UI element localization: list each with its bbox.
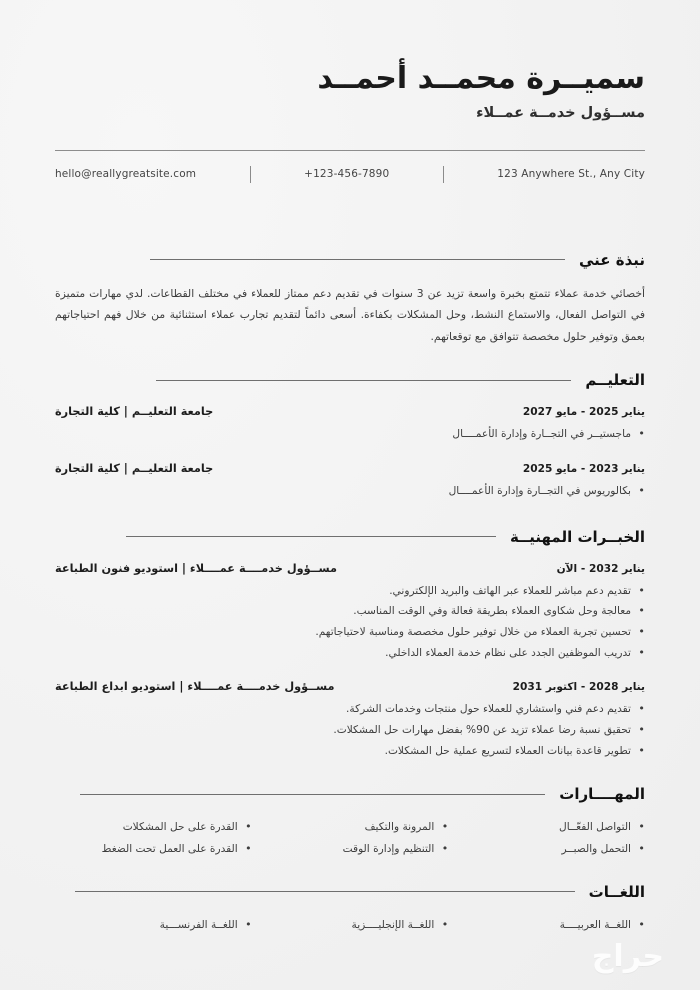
languages-grid (55, 915, 645, 936)
skill-item: • المرونة والتكيف (252, 817, 449, 839)
list-item: • بكالوريوس في التجــارة وإدارة الأعمــــال (55, 481, 645, 502)
experience-date-range: يناير 2032 - الآن (556, 562, 645, 575)
education-heading-rule (156, 380, 571, 381)
education-organization: جامعة التعليــم | كلية التجارة (55, 405, 214, 419)
resume-header (55, 0, 645, 121)
list-item: • ماجستيــر في التجــارة وإدارة الأعمــــال (55, 424, 645, 445)
education-date-range: يناير 2023 - مايو 2025 (522, 462, 645, 475)
skill-item: • التواصل الفعّــال (448, 817, 645, 839)
contact-email[interactable]: hello@reallygreatsite.com (55, 168, 197, 180)
education-organization: جامعة التعليــم | كلية التجارة (55, 461, 214, 475)
list-item: • تقديم دعم مباشر للعملاء عبر الهاتف والبريد الإلكتروني. (55, 581, 645, 602)
section-experience (55, 528, 645, 762)
experience-organization: مســؤول خدمــــة عمــــلاء | استوديو ابداع الطباعة (55, 680, 335, 694)
experience-bullet-list (55, 581, 645, 664)
experience-heading (55, 528, 645, 546)
languages-title: اللغــات (588, 882, 645, 901)
languages-heading-rule (75, 891, 575, 892)
list-item: • تقديم دعم فني واستشاري للعملاء حول منتجات وخدمات الشركة. (55, 699, 645, 720)
experience-organization: مســؤول خدمــــة عمــــلاء | استوديو فنون الطباعة (55, 561, 337, 575)
education-bullet-list (55, 424, 645, 445)
languages-heading (55, 883, 645, 901)
section-education (55, 371, 645, 501)
list-item: • تدريب الموظفين الجدد على نظام خدمة العملاء الداخلي. (55, 643, 645, 664)
skill-item: • التنظيم وإدارة الوقت (252, 839, 449, 861)
skills-grid (55, 817, 645, 860)
language-item: • اللغــة الفرنســـية (55, 915, 252, 936)
experience-bullet-list (55, 699, 645, 761)
about-title: نبذة عني (578, 250, 645, 269)
education-entry (55, 462, 645, 502)
skill-item: • التحمل والصبــر (448, 839, 645, 861)
about-paragraph: أخصائي خدمة عملاء تتمتع بخبرة واسعة تزيد عن 3 سنوات في تقديم دعم ممتاز للعملاء في مختلف القطاعات. لدي مهارات متميزة في التواصل الفعال، والاستماع النشط، وحل المشكلات بكفاءة. أسعى دائماً لتقديم تجارب عملاء استثنائية من خلال فهم احتياجاتهم بعمق وتوفير حلول مخصصة تتوافق مع توقعاتهم. (55, 286, 645, 343)
section-about (55, 251, 645, 348)
contact-separator-2 (443, 166, 444, 183)
education-entry (55, 405, 645, 445)
education-entries (55, 405, 645, 501)
education-bullet-list (55, 481, 645, 502)
list-item: • معالجة وحل شكاوى العملاء بطريقة فعالة وفي الوقت المناسب. (55, 601, 645, 622)
education-heading (55, 371, 645, 389)
skills-title: المهــــارات (559, 785, 645, 804)
skill-item: • القدرة على حل المشكلات (55, 817, 252, 839)
list-item: • تحقيق نسبة رضا عملاء تزيد عن 90% بفضل مهارات حل المشكلات. (55, 720, 645, 741)
education-title: التعليــم (585, 371, 645, 390)
experience-heading-rule (126, 536, 496, 537)
contact-separator-1 (250, 166, 251, 183)
contact-address: 123 Anywhere St., Any City (497, 168, 645, 180)
section-skills (55, 785, 645, 860)
skills-heading-rule (80, 794, 545, 795)
experience-title: الخبــرات المهنيــة (509, 527, 645, 546)
contact-bar (55, 166, 645, 183)
list-item: • تطوير قاعدة بيانات العملاء لتسريع عملية حل المشكلات. (55, 741, 645, 762)
job-title: مســؤول خدمــة عمــلاء (476, 104, 645, 121)
education-date-range: يناير 2025 - مايو 2027 (522, 406, 645, 419)
page-title: سميــرة محمــد أحمــد (317, 61, 645, 96)
skill-item: • القدرة على العمل تحت الضغط (55, 839, 252, 861)
about-heading (55, 251, 645, 269)
language-item: • اللغــة الإنجليــــزية (252, 915, 449, 936)
experience-entry-header (55, 562, 645, 575)
education-entry-header (55, 462, 645, 475)
experience-entries (55, 562, 645, 762)
experience-date-range: يناير 2028 - اكتوبر 2031 (512, 681, 645, 694)
skills-heading (55, 785, 645, 803)
language-item: • اللغــة العربيــــة (448, 915, 645, 936)
experience-entry-header (55, 680, 645, 693)
contact-phone[interactable]: +123-456-7890 (304, 168, 390, 180)
about-heading-rule (150, 259, 565, 260)
list-item: • تحسين تجربة العملاء من خلال توفير حلول مخصصة ومناسبة لاحتياجاتهم. (55, 622, 645, 643)
education-entry-header (55, 405, 645, 418)
header-divider (55, 150, 645, 151)
experience-entry (55, 680, 645, 761)
watermark-logo: حراج (591, 939, 664, 974)
experience-entry (55, 562, 645, 664)
section-languages (55, 883, 645, 936)
